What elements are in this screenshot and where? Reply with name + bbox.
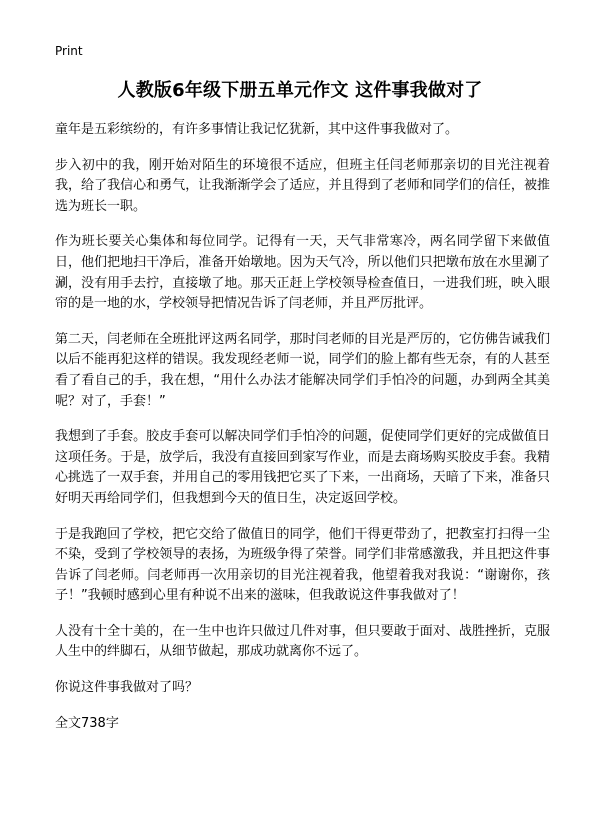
paragraph-4: 第二天，闫老师在全班批评这两名同学，那时闫老师的目光是严厉的，它仿佛告诫我们以后不能再犯这样的错误。我发现经老师一说，同学们的脸上都有些无奈，有的人甚至看了看自己的手，我在想，“用什么办法才能解决同学们手怕冷的问题，办到两全其美呢？对了，手套！” bbox=[55, 331, 550, 409]
paragraph-5: 我想到了手套。胶皮手套可以解决同学们手怕冷的问题，促使同学们更好的完成做值日这项任务。于是，放学后，我没有直接回到家写作业，而是去商场购买胶皮手套。我精心挑选了一双手套，并用自己的零用钱把它买了下来，一出商场，天暗了下来，准备只好明天再给同学们，但我想到今天的值日生，决定返回学校。 bbox=[55, 429, 550, 506]
paragraph-3: 作为班长要关心集体和每位同学。记得有一天，天气非常寒冷，两名同学留下来做值日，他们把地扫干净后，准备开始墩地。因为天气冷，所以他们只把墩布放在水里涮了涮，没有用手去拧，直接墩了地。那天正赶上学校领导检查值日，一进我们班，映入眼帘的是一地的水，学校领导把情况告诉了闫老师，并且严厉批评。 bbox=[55, 234, 550, 312]
paragraph-7: 人没有十全十美的，在一生中也许只做过几件对事，但只要敢于面对、战胜挫折，克服人生中的绊脚石，从细节做起，那成功就离你不远了。 bbox=[55, 623, 550, 660]
page-title: 人教版6年级下册五单元作文 这件事我做对了 bbox=[117, 80, 483, 101]
word-count: 全文738字 bbox=[55, 716, 119, 731]
paragraph-6: 于是我跑回了学校，把它交给了做值日的同学，他们干得更带劲了，把教室打扫得一尘不染，受到了学校领导的表扬，为班级争得了荣誉。同学们非常感激我，并且把这件事告诉了闫老师。闫老师再一次用亲切的目光注视着我，他望着我对我说：“谢谢你，孩子！”我顿时感到心里有种说不出来的滋味，但我敢说这件事我做对了！ bbox=[55, 526, 550, 604]
paragraph-1: 童年是五彩缤纷的，有许多事情让我记忆犹新，其中这件事我做对了。 bbox=[55, 122, 459, 137]
paragraph-2: 步入初中的我，刚开始对陌生的环境很不适应，但班主任闫老师那亲切的目光注视着我，给了我信心和勇气，让我渐渐学会了适应，并且得到了老师和同学们的信任，被推选为班长一职。 bbox=[55, 157, 550, 214]
essay-body bbox=[55, 120, 550, 714]
print-label: Print bbox=[55, 44, 83, 58]
paragraph-8: 你说这件事我做对了吗？ bbox=[55, 680, 199, 696]
